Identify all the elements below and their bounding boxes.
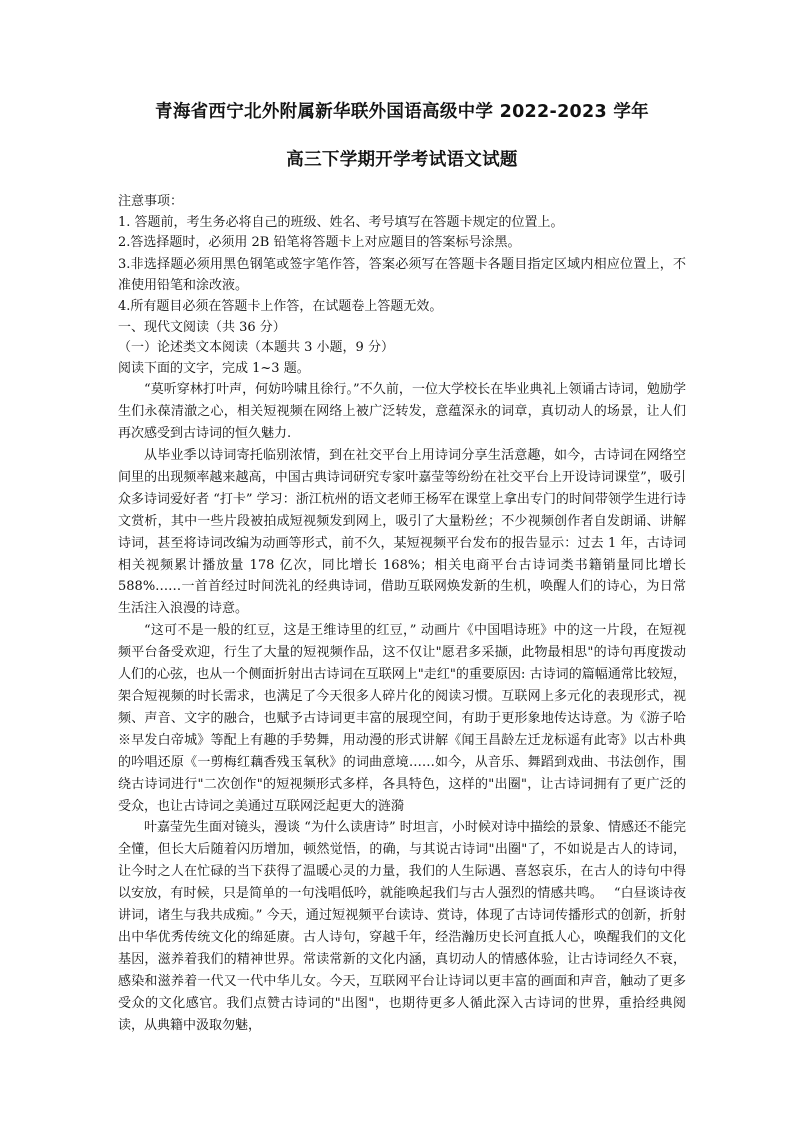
exam-title-line-1: 青海省西宁北外附属新华联外国语高级中学 2022-2023 学年: [155, 102, 649, 122]
notice-item-3: 3.非选择题必须用黑色钢笔或签字笔作答，答案必须写在答题卡各题目指定区域内相应位置上，不准使用铅笔和涂改液。: [118, 256, 686, 294]
notice-item-4: 4.所有题目必须在答题卡上作答，在试题卷上答题无效。: [118, 299, 443, 315]
passage-paragraph-3: “这可不是一般的红豆，这是王维诗里的红豆，” 动画片《中国唱诗班》中的这一片段，在短视频平台备受欢迎，行生了大量的短视频作品，这不仅让"愿君多采撷，此物最相思"的诗句再度拨动人们的心弦，也从一个侧面折射出古诗词在互联网上"走红"的重要原因: 古诗词的篇幅通常比较短，架合短视频的时长需求，也满足了今天很多人碎片化的阅读习惯。互联网上多元化的表现形式，视频、声音、文字的融合，也赋予古诗词更丰富的展现空间，有助于更形象地传达诗意。为《游子哈※早发白帝城》等配上有趣的手势舞，用动漫的形式讲解《闻王昌龄左迁龙标遥有此寄》以古朴典的吟唱还原《一剪梅红藕香残玉氧秋》的词曲意境……如今，从音乐、舞蹈到戏曲、书法创作，围绕古诗词进行"二次创作"的短视频形式多样，各具特色，这样的"出圈"，让古诗词拥有了更广泛的受众，也让古诗词之美通过互联网泛起更大的涟漪: [118, 623, 686, 814]
passage-paragraph-4: 叶嘉莹先生面对镜头，漫谈 “为什么读唐诗” 时坦言，小时候对诗中描绘的景象、情感还不能完全懂，但长大后随着闪历增加，顿然觉悟，的确，与其说古诗词"出圈"了，不如说是古人的诗词，让今时之人在忙碌的当下获得了温暖心灵的力量，我们的人生际遇、喜怒哀乐，在古人的诗句中得以安放，有时候，只是简单的一句浅唱低吟，就能唤起我们与古人强烈的情感共鸣。 “白昼谈诗夜讲词，诸生与我共成痴。” 今天，通过短视频平台读诗、赏诗，体现了古诗词传播形式的创新，折射出中华优秀传统文化的绵延赓。古人诗句，穿越千年，经浩瀚历史长河直抵人心，唤醒我们的文化基因，滋养着我们的精神世界。常读常新的文化内涵，真切动人的情感体验，让古诗词经久不衰，感染和滋养着一代又一代中华儿女。今天，互联网平台让诗词以更丰富的画面和声音，触动了更多受众的文化感官。我们点赞古诗词的"出图"，也期待更多人循此深入古诗词的世界，重拾经典阅读，从典籍中汲取勿魅，: [118, 820, 686, 1033]
section-heading: 一、现代文阅读（共 36 分）: [118, 319, 286, 335]
notice-item-2: 2.答选择题时，必须用 2B 铅笔将答题卡上对应题目的答案标号涂黑。: [118, 235, 521, 250]
exam-content: [118, 192, 686, 1037]
notice-item-1: 1. 答题前，考生务必将自己的班级、姓名、考号填写在答题卡规定的位置上。: [118, 214, 564, 230]
exam-title-line-2: 高三下学期开学考试语文试题: [286, 150, 518, 170]
section-subheading: （一）论述类文本阅读（本题共 3 小题，9 分）: [118, 340, 394, 356]
passage-paragraph-1: “莫听穿林打叶声，何妨吟啸且徐行。”不久前，一位大学校长在毕业典礼上领诵古诗词，勉励学生们永葆清澈之心，相关短视频在网络上被广泛转发，意蕴深永的词章，真切动人的场景，让人们再次感受到古诗词的恒久魅力.: [118, 382, 686, 442]
notice-heading: 注意事项：: [118, 194, 184, 209]
reading-instruction: 阅读下面的文字，完成 1~3 题。: [118, 360, 310, 376]
passage-paragraph-2: 从毕业季以诗词寄托临别浓情，到在社交平台上用诗词分享生活意趣，如今，古诗词在网络空间里的出现频率越来越高，中国古典诗词研究专家叶嘉莹等纷纷在社交平台上开设诗词课堂”，吸引众多诗词爱好者 “打卡” 学习：浙江杭州的语文老师王杨军在课堂上拿出专门的时间带领学生进行诗文赏析，其中一些片段被拍成短视频发到网上，吸引了大量粉丝；不少视频创作者自发朗诵、讲解诗词，甚至将诗词改编为动画等形式，前不久，某短视频平台发布的报告显示：过去 1 年，古诗词相关视频累计播放量 178 亿次，同比增长 168%；相关电商平台古诗词类书籍销量同比增长 588%……一首首经过时间洗礼的经典诗词，借助互联网焕发新的生机，唤醒人们的诗心，为日常生活注入浪漫的诗意。: [118, 448, 686, 617]
